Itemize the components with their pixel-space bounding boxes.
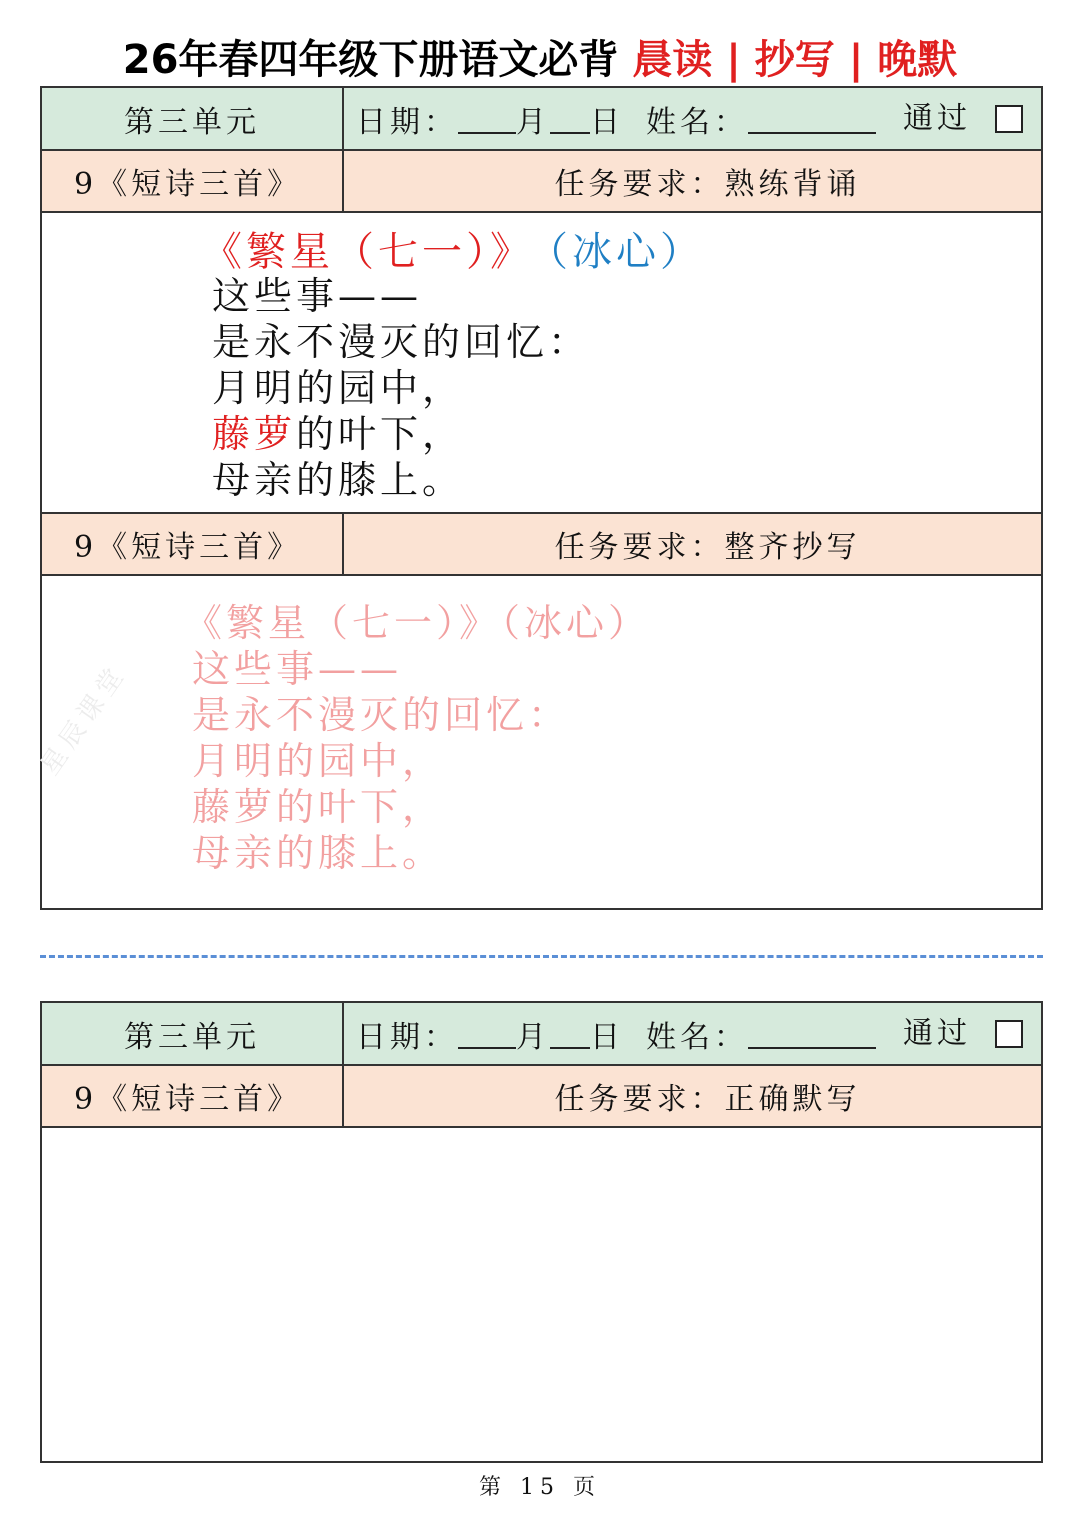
poem-copy-area[interactable] [42,576,1041,908]
task-row-dictate [42,1066,1041,1128]
task-copy: 任务要求：整齐抄写 [344,514,1041,574]
dictation-writing-area[interactable] [42,1128,1041,1461]
trace-line-1: 这些事—— [192,647,403,691]
day-label: 日 [590,104,624,140]
page-title [0,30,1080,90]
title-evening: 晚默 [877,37,958,83]
task-row-recite [42,151,1041,213]
header-row [42,1003,1041,1066]
poem-line-2: 是永不漫灭的回忆： [212,320,591,364]
poem-line-5: 母亲的膝上。 [212,458,465,502]
title-sep2: | [834,37,878,83]
unit-cell: 第三单元 [42,88,344,149]
task-row-copy [42,514,1041,576]
date-name-cell [344,88,1041,149]
title-sep1: | [712,37,755,83]
title-morning: 晨读 [632,37,713,83]
pass-checkbox[interactable] [995,1020,1023,1048]
trace-line-5: 母亲的膝上。 [192,831,445,875]
month-blank[interactable] [458,104,516,134]
trace-line-2: 是永不漫灭的回忆： [192,693,571,737]
date-label: 日期： [356,1019,458,1055]
month-label: 月 [516,104,550,140]
trace-line-3: 月明的园中， [192,739,445,783]
day-label: 日 [590,1019,624,1055]
pass-label: 通过 [903,101,971,136]
name-blank[interactable] [748,104,876,134]
poem-line-4-highlight: 藤萝 [212,412,297,456]
worksheet-table-1 [40,86,1043,910]
trace-line-4: 藤萝的叶下， [192,785,445,829]
lesson-cell: 9《短诗三首》 [42,514,344,574]
name-label: 姓名： [646,104,748,140]
poem-recite-area [42,213,1041,514]
task-recite: 任务要求：熟练背诵 [344,151,1041,211]
cut-line [40,955,1043,958]
poem-author: （冰心） [548,229,704,275]
pass-checkbox[interactable] [995,105,1023,133]
day-blank[interactable] [550,1019,590,1049]
lesson-cell: 9《短诗三首》 [42,1066,344,1126]
page-number: 第 15 页 [479,1475,601,1500]
date-name-cell [344,1003,1041,1064]
name-label: 姓名： [646,1019,748,1055]
task-dictate: 任务要求：正确默写 [344,1066,1041,1126]
poem-line-1: 这些事—— [212,274,423,318]
poem-line-3: 月明的园中， [212,366,465,410]
poem-line-4 [212,411,464,457]
day-blank[interactable] [550,104,590,134]
worksheet-table-2 [40,1001,1043,1463]
poem-line-4-rest: 的叶下， [296,412,465,456]
poem-recite [42,213,1041,512]
month-blank[interactable] [458,1019,516,1049]
poem-trace [42,576,1041,908]
month-label: 月 [516,1019,550,1055]
date-label: 日期： [356,104,458,140]
name-blank[interactable] [748,1019,876,1049]
poem-title: 《繁星（七一）》 [202,229,534,275]
header-row [42,88,1041,151]
pass-label: 通过 [903,1016,971,1051]
unit-cell: 第三单元 [42,1003,344,1064]
lesson-cell: 9《短诗三首》 [42,151,344,211]
trace-title: 《繁星（七一）》（冰心） [184,601,651,645]
watermark: 星辰课堂 [34,658,133,781]
title-copy: 抄写 [754,37,835,83]
title-main: 26年春四年级下册语文必背 [122,37,633,83]
